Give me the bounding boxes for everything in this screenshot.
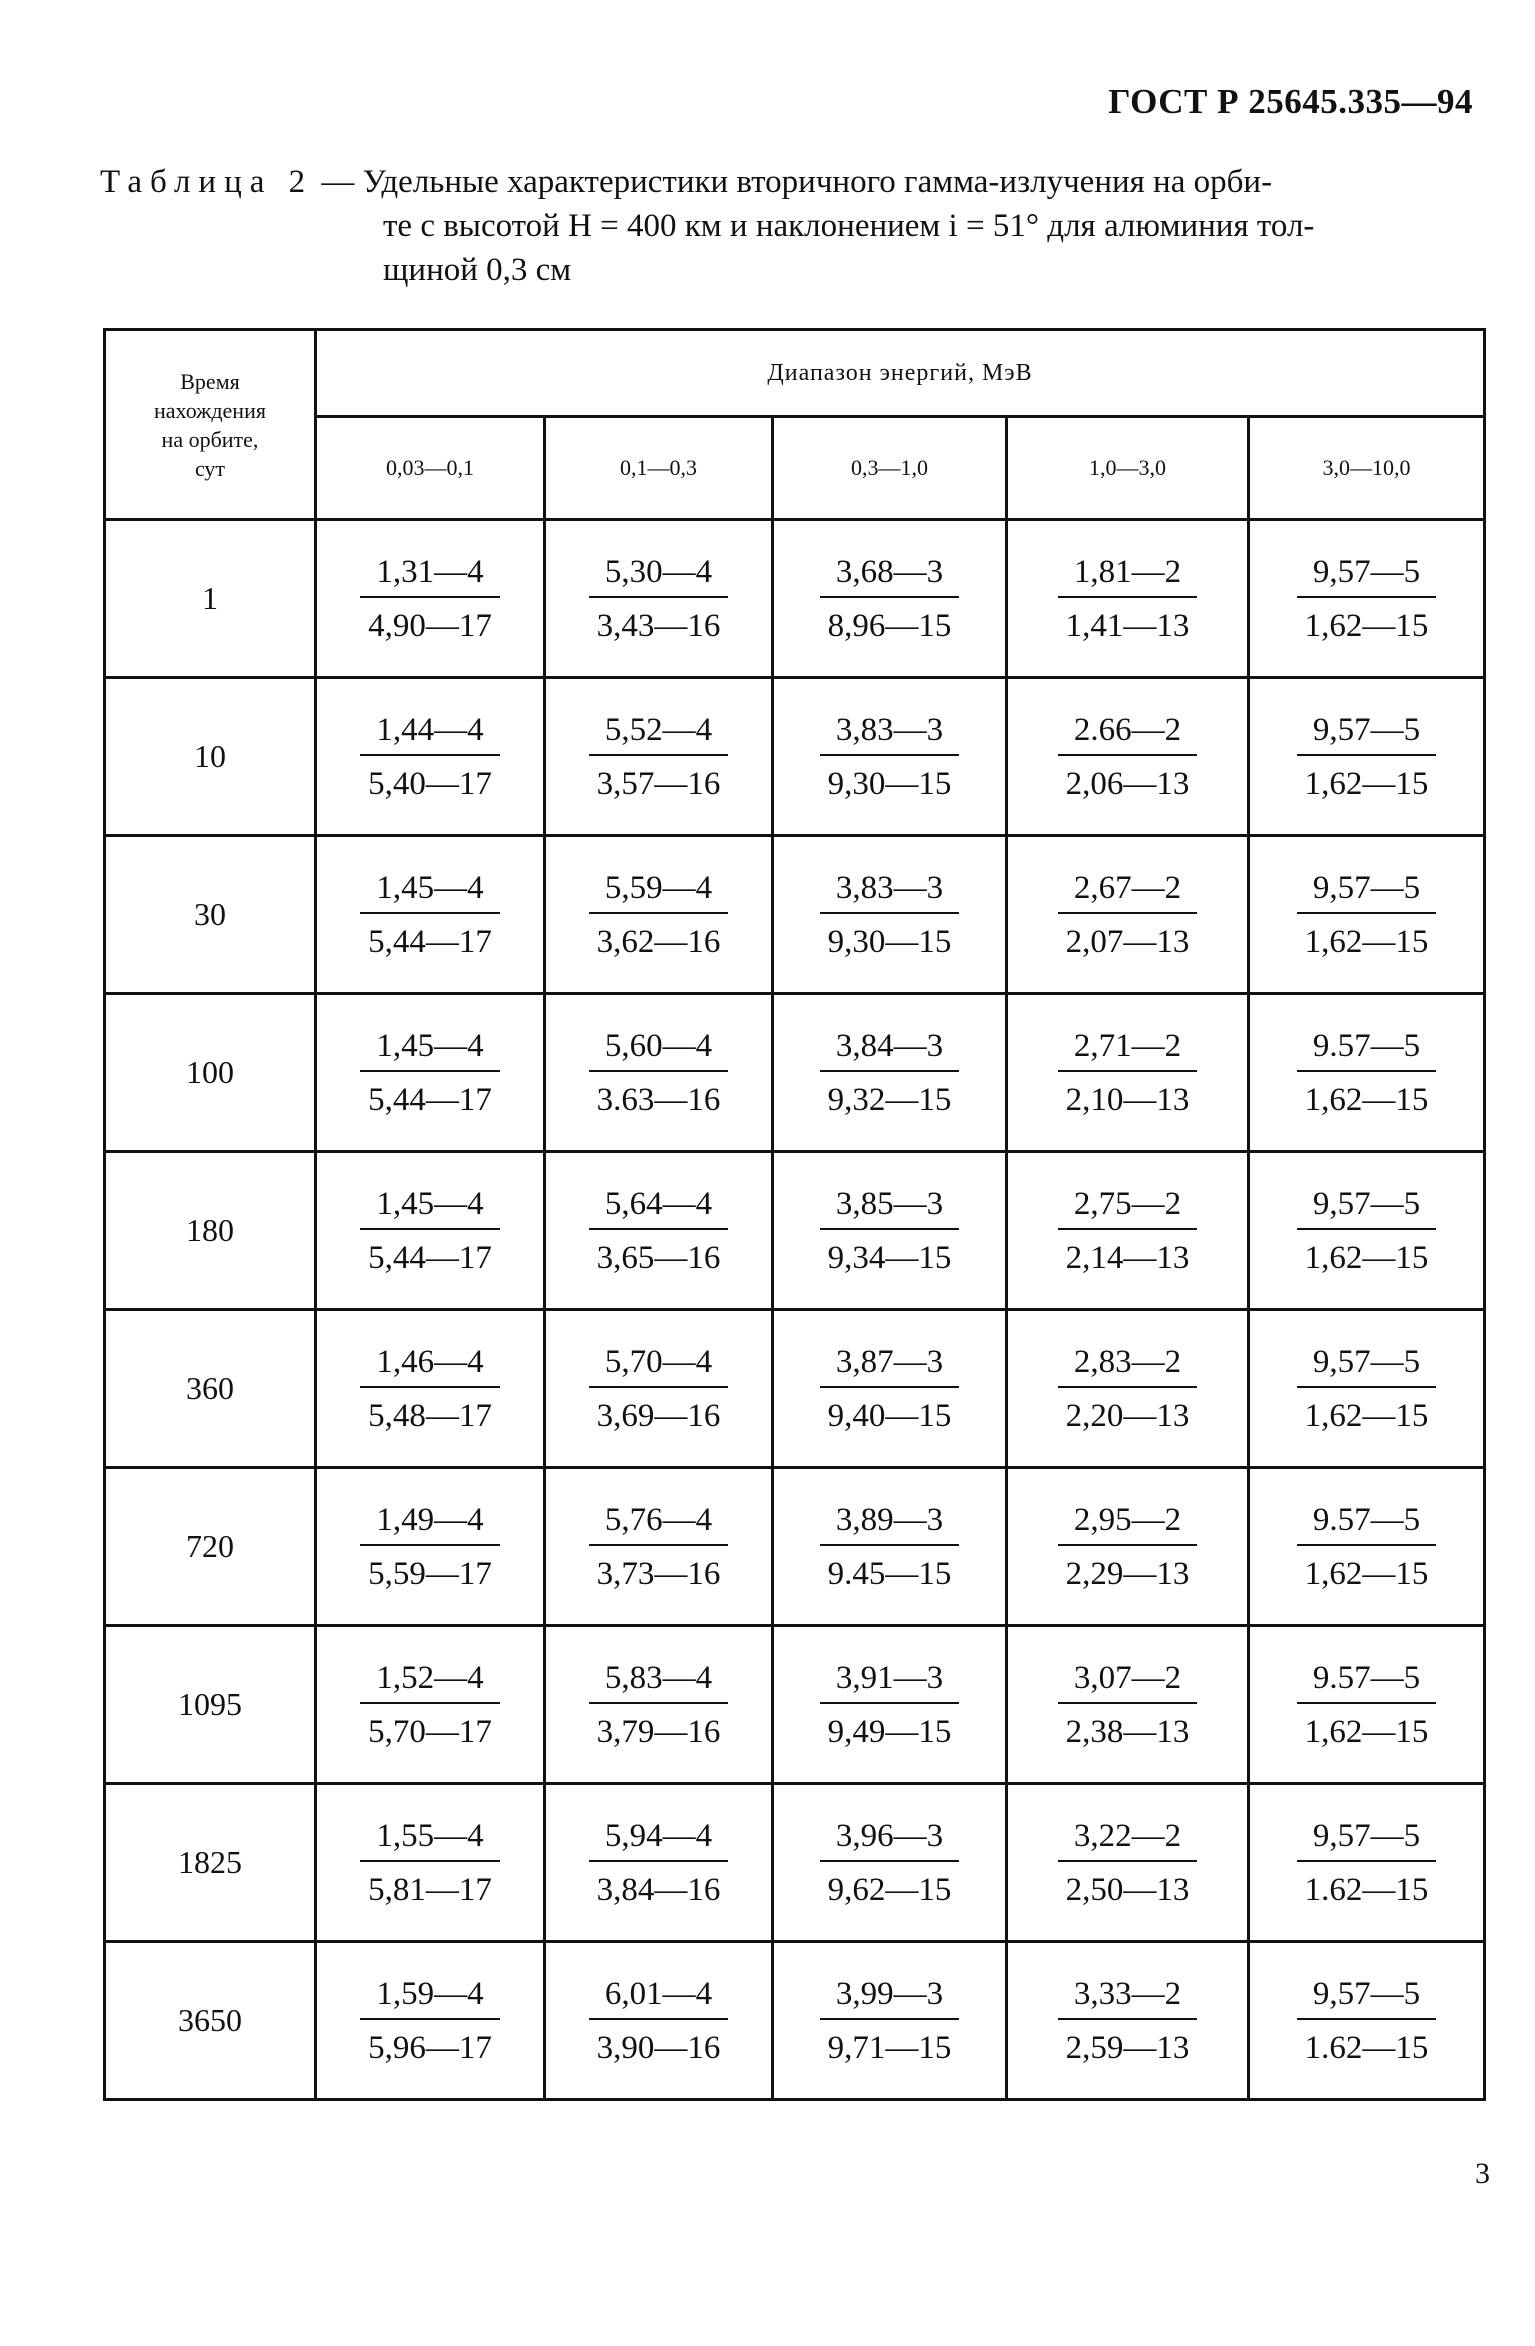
value-cell <box>545 1784 773 1942</box>
time-header-cell <box>105 330 316 520</box>
fraction <box>589 1184 729 1278</box>
fraction-numerator: 3,07—2 <box>1058 1658 1198 1704</box>
fraction-numerator: 1,59—4 <box>360 1974 500 2020</box>
value-cell <box>773 836 1007 994</box>
caption-line-1 <box>100 160 1480 204</box>
value-cell <box>545 1152 773 1310</box>
fraction <box>1058 1342 1198 1436</box>
fraction-numerator: 9,57—5 <box>1297 710 1437 756</box>
fraction-denominator: 3,62—16 <box>596 923 721 960</box>
fraction <box>589 1500 729 1594</box>
fraction-numerator: 2,75—2 <box>1058 1184 1198 1230</box>
fraction-numerator: 3,85—3 <box>820 1184 960 1230</box>
table-row <box>105 1468 1485 1626</box>
value-cell <box>1249 520 1485 678</box>
fraction-numerator: 3,83—3 <box>820 868 960 914</box>
value-cell <box>1007 1152 1249 1310</box>
fraction <box>360 710 500 804</box>
fraction <box>820 1342 960 1436</box>
value-cell <box>316 678 545 836</box>
fraction-denominator: 5,81—17 <box>368 1871 492 1908</box>
value-cell <box>773 1468 1007 1626</box>
fraction <box>360 552 500 646</box>
fraction-denominator: 3,90—16 <box>596 2029 721 2066</box>
fraction <box>589 1658 729 1752</box>
fraction-denominator: 5,44—17 <box>368 923 492 960</box>
fraction-denominator: 2,50—13 <box>1065 1871 1190 1908</box>
fraction <box>360 1816 500 1910</box>
fraction <box>589 1026 729 1120</box>
fraction-denominator: 9,49—15 <box>827 1713 952 1750</box>
fraction <box>360 1974 500 2068</box>
value-cell <box>316 1626 545 1784</box>
fraction-denominator: 1,62—15 <box>1304 1081 1429 1118</box>
fraction-denominator: 1,62—15 <box>1304 1397 1429 1434</box>
page-number: 3 <box>1475 2157 1490 2190</box>
fraction <box>1297 1184 1437 1278</box>
data-table <box>103 328 1486 2101</box>
value-cell <box>1249 1152 1485 1310</box>
fraction-numerator: 5,76—4 <box>589 1500 729 1546</box>
fraction <box>1058 1026 1198 1120</box>
time-cell: 10 <box>105 678 316 836</box>
fraction-numerator: 5,94—4 <box>589 1816 729 1862</box>
fraction <box>820 868 960 962</box>
fraction-numerator: 9.57—5 <box>1297 1658 1437 1704</box>
table-row <box>105 520 1485 678</box>
fraction-denominator: 9,62—15 <box>827 1871 952 1908</box>
table-row <box>105 1942 1485 2100</box>
value-cell <box>1007 1310 1249 1468</box>
fraction-denominator: 5,44—17 <box>368 1239 492 1276</box>
fraction-numerator: 3,84—3 <box>820 1026 960 1072</box>
fraction-numerator: 5,70—4 <box>589 1342 729 1388</box>
fraction-denominator: 2,10—13 <box>1065 1081 1190 1118</box>
fraction <box>360 1184 500 1278</box>
fraction-numerator: 9,57—5 <box>1297 1816 1437 1862</box>
fraction-denominator: 5,59—17 <box>368 1555 492 1592</box>
fraction-numerator: 5,59—4 <box>589 868 729 914</box>
fraction-denominator: 1.62—15 <box>1304 1871 1429 1908</box>
fraction-denominator: 3,84—16 <box>596 1871 721 1908</box>
fraction-denominator: 1,41—13 <box>1065 607 1190 644</box>
time-cell: 1 <box>105 520 316 678</box>
value-cell <box>1007 994 1249 1152</box>
table-row <box>105 836 1485 994</box>
fraction <box>1297 1816 1437 1910</box>
fraction-denominator: 9,34—15 <box>827 1239 952 1276</box>
value-cell <box>545 1626 773 1784</box>
caption-text-1: — Удельные характеристики вторичного гамма-излучения на орби- <box>313 164 1273 200</box>
fraction-denominator: 9.45—15 <box>827 1555 952 1592</box>
fraction-denominator: 4,90—17 <box>368 607 492 644</box>
fraction-numerator: 3,89—3 <box>820 1500 960 1546</box>
fraction <box>1297 1026 1437 1120</box>
fraction-denominator: 3,69—16 <box>596 1397 721 1434</box>
value-cell <box>316 1152 545 1310</box>
value-cell <box>1007 836 1249 994</box>
fraction <box>360 1500 500 1594</box>
fraction <box>1058 868 1198 962</box>
fraction-denominator: 8,96—15 <box>827 607 952 644</box>
fraction-denominator: 5,40—17 <box>368 765 492 802</box>
fraction <box>1297 868 1437 962</box>
value-cell <box>773 994 1007 1152</box>
value-cell <box>1007 520 1249 678</box>
fraction-numerator: 2,67—2 <box>1058 868 1198 914</box>
fraction-numerator: 9.57—5 <box>1297 1500 1437 1546</box>
document-code: ГОСТ Р 25645.335—94 <box>1108 82 1473 121</box>
fraction-numerator: 2,95—2 <box>1058 1500 1198 1546</box>
fraction-numerator: 6,01—4 <box>589 1974 729 2020</box>
value-cell <box>773 1626 1007 1784</box>
fraction-numerator: 3,33—2 <box>1058 1974 1198 2020</box>
fraction-numerator: 1,46—4 <box>360 1342 500 1388</box>
fraction-denominator: 9,30—15 <box>827 923 952 960</box>
fraction <box>820 1500 960 1594</box>
fraction-denominator: 1,62—15 <box>1304 1239 1429 1276</box>
value-cell <box>1249 1626 1485 1784</box>
value-cell <box>316 836 545 994</box>
fraction <box>820 1184 960 1278</box>
fraction-numerator: 3,87—3 <box>820 1342 960 1388</box>
fraction-denominator: 1,62—15 <box>1304 1555 1429 1592</box>
value-cell <box>1249 1942 1485 2100</box>
fraction-numerator: 9,57—5 <box>1297 1974 1437 2020</box>
fraction <box>820 1658 960 1752</box>
fraction <box>589 868 729 962</box>
fraction <box>589 552 729 646</box>
time-cell: 180 <box>105 1152 316 1310</box>
fraction-numerator: 9,57—5 <box>1297 868 1437 914</box>
fraction <box>589 710 729 804</box>
fraction <box>1058 1974 1198 2068</box>
value-cell <box>1007 1468 1249 1626</box>
fraction-denominator: 3,73—16 <box>596 1555 721 1592</box>
value-cell <box>1007 1942 1249 2100</box>
fraction-denominator: 3,57—16 <box>596 765 721 802</box>
value-cell <box>316 1468 545 1626</box>
fraction <box>820 552 960 646</box>
time-header-line: Время <box>180 368 240 394</box>
time-cell: 1825 <box>105 1784 316 1942</box>
fraction-numerator: 1,52—4 <box>360 1658 500 1704</box>
fraction <box>589 1974 729 2068</box>
fraction-denominator: 2,38—13 <box>1065 1713 1190 1750</box>
fraction <box>1297 710 1437 804</box>
fraction-numerator: 9,57—5 <box>1297 1184 1437 1230</box>
fraction-denominator: 3,43—16 <box>596 607 721 644</box>
fraction-denominator: 5,48—17 <box>368 1397 492 1434</box>
fraction-numerator: 3,91—3 <box>820 1658 960 1704</box>
time-header-line: сут <box>194 455 226 481</box>
fraction <box>1297 1658 1437 1752</box>
fraction <box>1058 1184 1198 1278</box>
fraction-denominator: 9,71—15 <box>827 2029 952 2066</box>
value-cell <box>773 1152 1007 1310</box>
value-cell <box>545 1468 773 1626</box>
fraction-numerator: 9,57—5 <box>1297 552 1437 598</box>
fraction <box>1058 552 1198 646</box>
fraction-denominator: 5,44—17 <box>368 1081 492 1118</box>
value-cell <box>1249 678 1485 836</box>
fraction-numerator: 5,52—4 <box>589 710 729 756</box>
fraction <box>1297 552 1437 646</box>
fraction-numerator: 2,71—2 <box>1058 1026 1198 1072</box>
table-row <box>105 1626 1485 1784</box>
fraction-numerator: 1,31—4 <box>360 552 500 598</box>
fraction <box>820 1816 960 1910</box>
table-caption <box>100 160 1480 292</box>
value-cell <box>545 1942 773 2100</box>
fraction-denominator: 5,70—17 <box>368 1713 492 1750</box>
table-row <box>105 1310 1485 1468</box>
value-cell <box>773 1310 1007 1468</box>
value-cell <box>545 1310 773 1468</box>
range-header-cell: 3,0—10,0 <box>1249 417 1485 520</box>
fraction-numerator: 9.57—5 <box>1297 1026 1437 1072</box>
fraction <box>1058 1658 1198 1752</box>
time-cell: 30 <box>105 836 316 994</box>
value-cell <box>773 520 1007 678</box>
table-row <box>105 994 1485 1152</box>
time-header-line: нахождения <box>154 397 266 423</box>
table-row <box>105 678 1485 836</box>
fraction-denominator: 3,65—16 <box>596 1239 721 1276</box>
fraction-denominator: 2,07—13 <box>1065 923 1190 960</box>
caption-line-3: щиной 0,3 см <box>383 252 572 288</box>
fraction-denominator: 9,40—15 <box>827 1397 952 1434</box>
fraction-numerator: 1,49—4 <box>360 1500 500 1546</box>
value-cell <box>773 1942 1007 2100</box>
value-cell <box>1249 1310 1485 1468</box>
value-cell <box>773 1784 1007 1942</box>
fraction-numerator: 3,68—3 <box>820 552 960 598</box>
fraction <box>1297 1974 1437 2068</box>
fraction <box>1297 1342 1437 1436</box>
fraction-denominator: 5,96—17 <box>368 2029 492 2066</box>
fraction <box>820 1974 960 2068</box>
fraction-numerator: 2.66—2 <box>1058 710 1198 756</box>
fraction-numerator: 1,45—4 <box>360 1026 500 1072</box>
fraction <box>360 868 500 962</box>
fraction <box>1058 1816 1198 1910</box>
range-header-cell: 0,3—1,0 <box>773 417 1007 520</box>
value-cell <box>316 1942 545 2100</box>
fraction-denominator: 9,32—15 <box>827 1081 952 1118</box>
fraction-numerator: 3,96—3 <box>820 1816 960 1862</box>
fraction-denominator: 1,62—15 <box>1304 1713 1429 1750</box>
value-cell <box>1249 1784 1485 1942</box>
fraction-numerator: 1,45—4 <box>360 868 500 914</box>
fraction-denominator: 2,14—13 <box>1065 1239 1190 1276</box>
fraction-denominator: 9,30—15 <box>827 765 952 802</box>
fraction-numerator: 1,55—4 <box>360 1816 500 1862</box>
time-cell: 360 <box>105 1310 316 1468</box>
value-cell <box>773 678 1007 836</box>
fraction-denominator: 2,29—13 <box>1065 1555 1190 1592</box>
fraction-denominator: 1.62—15 <box>1304 2029 1429 2066</box>
time-cell: 1095 <box>105 1626 316 1784</box>
time-cell: 720 <box>105 1468 316 1626</box>
value-cell <box>545 520 773 678</box>
fraction <box>360 1342 500 1436</box>
fraction-numerator: 5,60—4 <box>589 1026 729 1072</box>
fraction-denominator: 2,20—13 <box>1065 1397 1190 1434</box>
time-cell: 100 <box>105 994 316 1152</box>
value-cell <box>316 1310 545 1468</box>
caption-line-2: те с высотой H = 400 км и наклонением i = 51° для алюминия тол- <box>383 208 1315 244</box>
caption-label: Таблица 2 <box>100 164 314 200</box>
fraction <box>589 1342 729 1436</box>
fraction <box>1058 1500 1198 1594</box>
fraction <box>820 710 960 804</box>
value-cell <box>1007 678 1249 836</box>
fraction-numerator: 5,83—4 <box>589 1658 729 1704</box>
fraction-numerator: 2,83—2 <box>1058 1342 1198 1388</box>
value-cell <box>316 1784 545 1942</box>
value-cell <box>545 678 773 836</box>
fraction-denominator: 1,62—15 <box>1304 765 1429 802</box>
fraction-numerator: 3,83—3 <box>820 710 960 756</box>
fraction-numerator: 3,22—2 <box>1058 1816 1198 1862</box>
fraction-denominator: 1,62—15 <box>1304 923 1429 960</box>
range-header-cell: 0,1—0,3 <box>545 417 773 520</box>
range-header-cell: 0,03—0,1 <box>316 417 545 520</box>
value-cell <box>1249 1468 1485 1626</box>
fraction-numerator: 5,64—4 <box>589 1184 729 1230</box>
value-cell <box>545 836 773 994</box>
fraction-denominator: 3.63—16 <box>596 1081 721 1118</box>
fraction <box>820 1026 960 1120</box>
value-cell <box>1249 994 1485 1152</box>
fraction-denominator: 2,59—13 <box>1065 2029 1190 2066</box>
fraction-denominator: 2,06—13 <box>1065 765 1190 802</box>
fraction <box>1297 1500 1437 1594</box>
value-cell <box>316 994 545 1152</box>
fraction <box>360 1658 500 1752</box>
table-row <box>105 1152 1485 1310</box>
value-cell <box>316 520 545 678</box>
value-cell <box>1249 836 1485 994</box>
time-header-line: на орбите, <box>161 426 259 452</box>
value-cell <box>1007 1784 1249 1942</box>
fraction-denominator: 3,79—16 <box>596 1713 721 1750</box>
range-header-cell: 1,0—3,0 <box>1007 417 1249 520</box>
fraction-denominator: 1,62—15 <box>1304 607 1429 644</box>
fraction-numerator: 1,45—4 <box>360 1184 500 1230</box>
fraction-numerator: 9,57—5 <box>1297 1342 1437 1388</box>
time-cell: 3650 <box>105 1942 316 2100</box>
energy-range-header: Диапазон энергий, МэВ <box>316 330 1485 417</box>
fraction <box>589 1816 729 1910</box>
fraction <box>1058 710 1198 804</box>
value-cell <box>1007 1626 1249 1784</box>
fraction-numerator: 3,99—3 <box>820 1974 960 2020</box>
fraction-numerator: 5,30—4 <box>589 552 729 598</box>
table-row <box>105 1784 1485 1942</box>
fraction-numerator: 1,44—4 <box>360 710 500 756</box>
fraction <box>360 1026 500 1120</box>
fraction-numerator: 1,81—2 <box>1058 552 1198 598</box>
value-cell <box>545 994 773 1152</box>
